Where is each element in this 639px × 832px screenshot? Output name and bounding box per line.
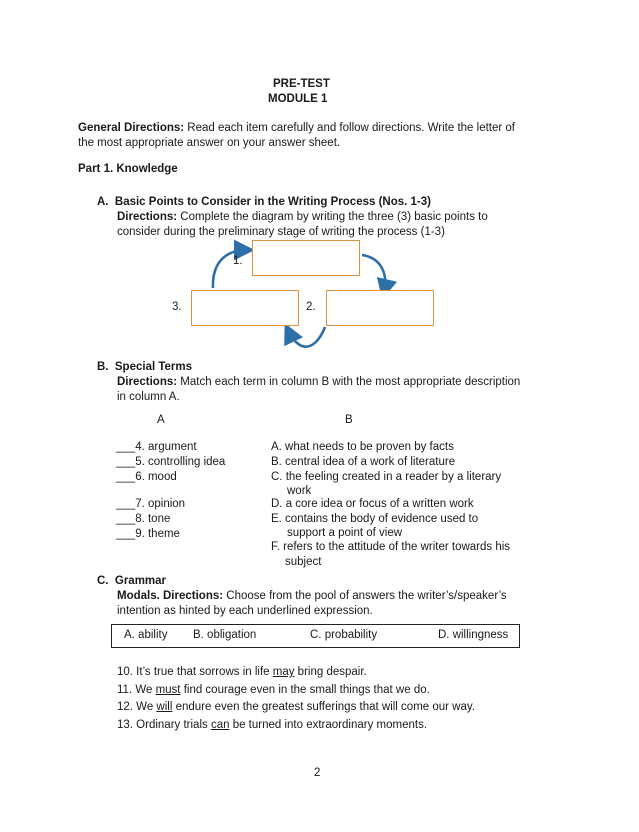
question-12: 12. We will endure even the greatest sufferings that will come our way. — [117, 701, 475, 713]
answer-option: A. ability — [124, 629, 168, 641]
diagram-label-3: 3. — [172, 301, 182, 313]
diagram-box-1 — [252, 240, 360, 276]
section-c-directions-text2: intention as hinted by each underlined expression. — [117, 605, 373, 617]
question-11: 11. We must find courage even in the small things that we do. — [117, 684, 430, 696]
underlined-modal: will — [156, 701, 173, 713]
choice-d: D. a core idea or focus of a written work — [271, 498, 474, 510]
diagram-box-2 — [326, 290, 434, 326]
general-directions-text2: the most appropriate answer on your answer sheet. — [78, 137, 341, 149]
answer-blank: ___ — [116, 471, 136, 483]
answer-blank: ___ — [116, 498, 136, 510]
choice-f: F. refers to the attitude of the writer towards his — [271, 541, 511, 553]
choice-c: C. the feeling created in a reader by a literary — [271, 471, 502, 483]
underlined-modal: can — [210, 719, 230, 731]
page-number: 2 — [314, 767, 321, 779]
section-a-heading: A. Basic Points to Consider in the Writing Process (Nos. 1-3) — [97, 196, 431, 208]
section-b-heading: B. Special Terms — [97, 361, 193, 373]
section-a-directions-label: Directions: — [117, 211, 178, 223]
arrow-2-to-3 — [288, 327, 325, 347]
section-a-directions-text2: consider during the preliminary stage of writing the process (1-3) — [117, 226, 445, 238]
list-item: ___4. argument — [116, 441, 197, 453]
column-a-header: A — [157, 414, 165, 426]
answer-option: D. willingness — [438, 629, 509, 641]
section-b-directions-text2: in column A. — [117, 391, 180, 403]
section-b-directions-label: Directions: — [117, 376, 178, 388]
list-item: ___8. tone — [116, 513, 171, 525]
choice-c-cont: work — [287, 485, 312, 497]
section-c-directions-label: Modals. Directions: — [117, 590, 224, 602]
diagram-box-3 — [191, 290, 299, 326]
list-item: ___5. controlling idea — [116, 456, 226, 468]
choice-a: A. what needs to be proven by facts — [271, 441, 454, 453]
page-title: PRE-TEST — [273, 78, 330, 90]
answer-option: C. probability — [310, 629, 378, 641]
underlined-modal: may — [272, 666, 295, 678]
answer-blank: ___ — [116, 441, 136, 453]
diagram-label-1: 1. — [233, 255, 243, 267]
choice-e: E. contains the body of evidence used to — [271, 513, 479, 525]
question-10: 10. It’s true that sorrows in life may bring despair. — [117, 666, 367, 678]
section-c-directions-line1 — [117, 590, 507, 602]
answer-blank: ___ — [116, 528, 136, 540]
general-directions-text1: Read each item carefully and follow directions. Write the letter of — [187, 122, 515, 134]
section-c-heading: C. Grammar — [97, 575, 167, 587]
choice-b: B. central idea of a work of literature — [271, 456, 456, 468]
module-title: MODULE 1 — [268, 93, 328, 105]
answer-option: B. obligation — [193, 629, 257, 641]
arrow-1-to-2 — [362, 255, 385, 292]
list-item: ___6. mood — [116, 471, 177, 483]
list-item: ___9. theme — [116, 528, 180, 540]
choice-f-cont: subject — [285, 556, 322, 568]
section-c-directions-text1: Choose from the pool of answers the writer’s/speaker’s — [226, 590, 507, 602]
choice-e-cont: support a point of view — [287, 527, 403, 539]
diagram-label-2: 2. — [306, 301, 316, 313]
general-directions-label: General Directions: — [78, 122, 185, 134]
section-a-directions-text1: Complete the diagram by writing the three (3) basic points to — [180, 211, 488, 223]
part-heading: Part 1. Knowledge — [78, 163, 178, 175]
question-13: 13. Ordinary trials can be turned into extraordinary moments. — [117, 719, 428, 731]
answer-pool-box — [111, 624, 520, 648]
answer-blank: ___ — [116, 456, 136, 468]
column-b-header: B — [345, 414, 353, 426]
section-b-directions-line1 — [117, 376, 520, 388]
answer-blank: ___ — [116, 513, 136, 525]
section-b-directions-text1: Match each term in column B with the most appropriate description — [180, 376, 521, 388]
list-item: ___7. opinion — [116, 498, 186, 510]
underlined-modal: must — [155, 684, 181, 696]
